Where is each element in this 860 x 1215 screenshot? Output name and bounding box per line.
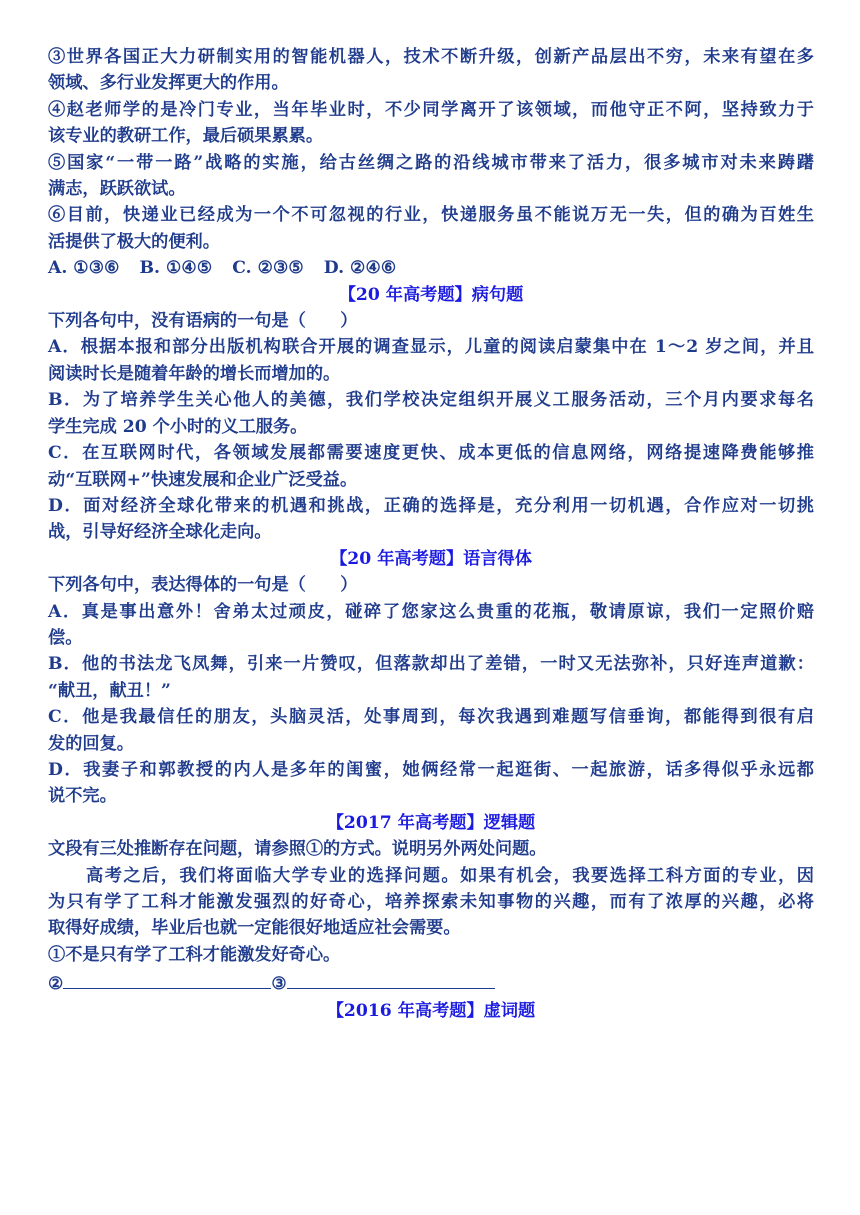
- instruction-luoji: 文段有三处推断存在问题，请参照①的方式。说明另外两处问题。: [48, 839, 547, 860]
- question-bingju: 下列各句中，没有语病的一句是（ ）: [48, 311, 358, 332]
- deti-option-a-line-1: A．真是事出意外！舍弟太过顽皮，碰碎了您家这么贵重的花瓶，敬请原谅，我们一定照价赔: [48, 601, 814, 622]
- item-3-line-2: 领域、多行业发挥更大的作用。: [48, 73, 289, 94]
- document-page: [48, 44, 814, 1024]
- deti-option-b-line-1: B．他的书法龙飞凤舞，引来一片赞叹，但落款却出了差错，一时又无法弥补，只好连声道歉：: [48, 654, 814, 675]
- bingju-option-d-line-1: D．面对经济全球化带来的机遇和挑战，正确的选择是，充分利用一切机遇，合作应对一切挑: [48, 495, 814, 516]
- deti-option-d-line-2: 说不完。: [48, 786, 117, 807]
- answer-options: [48, 255, 814, 281]
- passage-line-2: 为只有学了工科才能激发强烈的好奇心，培养探索未知事物的兴趣，而有了浓厚的兴趣，必将: [48, 892, 814, 912]
- blank-2-field[interactable]: [63, 968, 271, 989]
- item-4-line-2: 该专业的教研工作，最后硕果累累。: [48, 126, 324, 147]
- item-5-line-1: ⑤国家“一带一路”战略的实施，给古丝绸之路的沿线城市带来了活力，很多城市对未来踌躇: [48, 152, 814, 173]
- option-a: A. ①③⑥: [48, 258, 120, 279]
- deti-option-d-line-1: D．我妻子和郭教授的内人是多年的闺蜜，她俩经常一起逛街、一起旅游，话多得似乎永远都: [48, 759, 814, 780]
- option-b: B. ①④⑤: [139, 258, 213, 279]
- bingju-option-a-line-2: 阅读时长是随着年龄的增长而增加的。: [48, 363, 341, 384]
- answer-blanks: [48, 968, 814, 997]
- blank-2-label: ②: [48, 974, 64, 995]
- deti-option-c-line-1: C．他是我最信任的朋友，头脑灵活，处事周到，每次我遇到难题写信垂询，都能得到很有启: [48, 707, 814, 728]
- bingju-option-c-line-2: 动“互联网+”快速发展和企业广泛受益。: [48, 469, 358, 490]
- section-heading-xuci: 【2016 年高考题】虚词题: [326, 1000, 536, 1021]
- item-5-line-2: 满志，跃跃欲试。: [48, 179, 186, 200]
- passage-line-1: 高考之后，我们将面临大学专业的选择问题。如果有机会，我要选择工科方面的专业，因: [86, 865, 814, 886]
- blank-3-field[interactable]: [287, 968, 495, 989]
- bingju-option-c-line-1: C．在互联网时代，各领域发展都需要速度更快、成本更低的信息网络，网络提速降费能够推: [48, 443, 814, 464]
- deti-option-b-line-2: “献丑，献丑！”: [48, 680, 171, 701]
- bingju-option-d-line-2: 战，引导好经济全球化走向。: [48, 522, 272, 543]
- item-3-line-1: ③世界各国正大力研制实用的智能机器人，技术不断升级，创新产品层出不穷，未来有望在多: [48, 47, 814, 67]
- item-6-line-1: ⑥目前，快递业已经成为一个不可忽视的行业，快递服务虽不能说万无一失，但的确为百姓生: [48, 205, 814, 226]
- question-deti: 下列各句中，表达得体的一句是（ ）: [48, 575, 358, 596]
- option-c: C. ②③⑤: [232, 258, 304, 279]
- deti-option-a-line-2: 偿。: [48, 627, 83, 648]
- passage-line-3: 取得好成绩，毕业后也就一定能很好地适应社会需要。: [48, 918, 461, 939]
- section-heading-luoji: 【2017 年高考题】逻辑题: [326, 812, 536, 833]
- item-6-line-2: 活提供了极大的便利。: [48, 231, 220, 252]
- blank-3-label: ③: [271, 974, 287, 995]
- example-answer: ①不是只有学了工科才能激发好奇心。: [48, 944, 341, 965]
- item-4-line-1: ④赵老师学的是冷门专业，当年毕业时，不少同学离开了该领域，而他守正不阿，坚持致力于: [48, 99, 814, 120]
- bingju-option-a-line-1: A．根据本报和部分出版机构联合开展的调查显示，儿童的阅读启蒙集中在 1～2 岁之间，并且: [48, 337, 814, 358]
- bingju-option-b-line-1: B．为了培养学生关心他人的美德，我们学校决定组织开展义工服务活动，三个月内要求每名: [48, 390, 814, 411]
- section-heading-deti: 【20 年高考题】语言得体: [330, 548, 532, 569]
- section-heading-bingju: 【20 年高考题】病句题: [338, 284, 524, 305]
- option-d: D. ②④⑥: [323, 258, 397, 279]
- bingju-option-b-line-2: 学生完成 20 个小时的义工服务。: [48, 416, 308, 437]
- deti-option-c-line-2: 发的回复。: [48, 733, 134, 754]
